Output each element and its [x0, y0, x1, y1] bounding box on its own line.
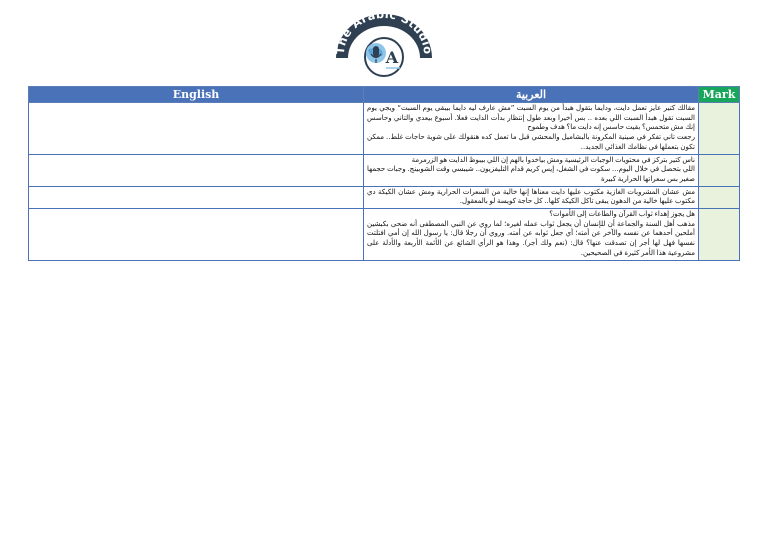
arabic-paragraph: رجعت تاني تفكر في صينية المكرونة بالبشاميل والمحشي قبل ما تعمل كده هنقولك على شوية حاجات غلط.. ممكن تكون بتعملها في نظامك الغذائي الجديد..: [367, 133, 695, 151]
arabic-cell: [364, 154, 699, 186]
header-english: English: [29, 87, 364, 103]
table-row: [29, 209, 740, 261]
arabic-cell: [364, 209, 699, 261]
header-arabic: العربية: [364, 87, 699, 103]
mark-cell[interactable]: [699, 209, 740, 261]
table-row: [29, 154, 740, 186]
logo: [330, 8, 438, 78]
arabic-paragraph: مذهب أهل السنة والجماعة أن للإنسان أن يجعل ثواب عمله لغيره؛ لما روي عن النبي المصطفى أنه ضحى بكبشين أملحين أحدهما عن نفسه والآخر عن أمته؛ أي جعل ثوابه عن أمته. وروي أن رجلا قال: يا رسول الله إن أمي افتلتت نفسها فهل لها أجر إن تصدقت عنها؟ قال: (نعم ولك أجر). وهذا هو الرأي الشائع عن الأئمة الأربعة والأدلة على مشروعية هذا الأمر كثيرة في الصحيحين.: [367, 219, 695, 257]
logo-title: The Arabic Studio: [332, 8, 436, 55]
logo-letter: A: [385, 48, 399, 67]
arabic-paragraph: ناس كتير بتركز في محتويات الوجبات الرئيسية ومش بياخدوا بالهم إن اللي بيبوظ الدايت هو الزرمرمة: [411, 155, 695, 164]
english-cell[interactable]: [29, 186, 364, 208]
english-cell[interactable]: [29, 209, 364, 261]
arabic-paragraph: اللي بتحصل في خلال اليوم... سكوت في الشغل، إيس كريم قدام التليفزيون.. شيبسي وقت الشوبينج. وجبات حجمها صغير بس سعراتها الحرارية كبيرة: [367, 165, 695, 183]
arabic-paragraph: مش عشان المشروبات الغازية مكتوب عليها دايت معناها إنها خالية من السعرات الحرارية ومش عشان الكيكة دي مكتوب عليها خالية من الدهون يبقى تاكل الكيكة كلها.. كل حاجة كويسة لو بالمعقول.: [367, 187, 695, 206]
arabic-cell: [364, 186, 699, 208]
header-mark: Mark: [699, 87, 740, 103]
microphone-icon: [373, 46, 379, 57]
arabic-paragraph: هل يجوز إهداء ثواب القرآن والطاعات إلى الأموات؟: [549, 210, 695, 219]
table-header-row: [29, 87, 740, 103]
mark-cell[interactable]: [699, 186, 740, 208]
english-cell[interactable]: [29, 103, 364, 155]
mark-cell[interactable]: [699, 103, 740, 155]
table-row: [29, 103, 740, 155]
arabic-cell: [364, 103, 699, 155]
english-cell[interactable]: [29, 154, 364, 186]
table-row: [29, 186, 740, 208]
mark-cell[interactable]: [699, 154, 740, 186]
arabic-paragraph: مقالك كتير عايز تعمل دايت، ودايما بتقول هبدأ من يوم السبت ”مش عارف ليه دايما بيبقى يوم السبت“ ويجي يوم السبت تقول هبدأ السبت اللي بعده .. بس أخيرا وبعد طول إنتظار بدأت الدايت فعلا. أسبوع بيعدي والتاني وحاسس إنك مش متحمس؟ بقيت حاسس إنه دايت ما؟ هدف وطموح: [367, 104, 695, 132]
translation-table: [28, 86, 740, 261]
